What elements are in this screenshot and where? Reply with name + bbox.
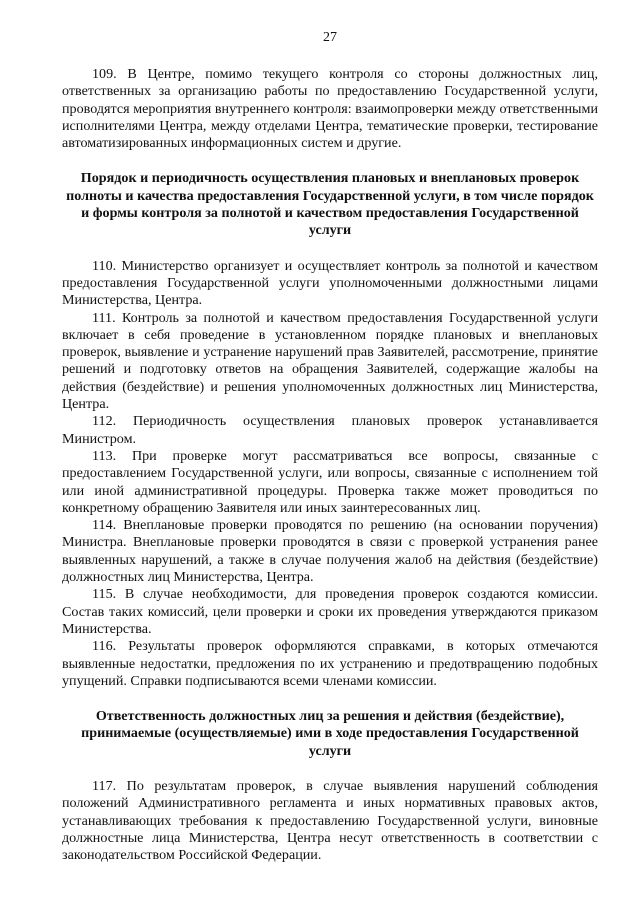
paragraph-113: 113. При проверке могут рассматриваться все вопросы, связанные с предоставлением Государственной услуги, или вопросы, связанные с исполнением той или иной административной процедуры. Проверка также может проводиться по конкретному обращению Заявителя или иных заинтересованных лиц. — [62, 447, 598, 516]
paragraph-117: 117. По результатам проверок, в случае выявления нарушений соблюдения положений Административного регламента и иных нормативных правовых актов, устанавливающих требования к предоставлению Государственной услуги, виновные должностные лица Министерства, Центра несут ответственность в соответствии с законодательством Российской Федерации. — [62, 777, 598, 864]
section-heading-responsibility: Ответственность должностных лиц за решения и действия (бездействие), принимаемые (осуществляемые) ими в ходе предоставления Государственной услуги — [81, 708, 579, 759]
document-page — [62, 30, 598, 864]
paragraph-111: 111. Контроль за полнотой и качеством предоставления Государственной услуги включает в себя проведение в установленном порядке плановых и внеплановых проверок, выявление и устранение нарушений прав Заявителей, рассмотрение, принятие решений и подготовку ответов на обращения Заявителей, содержащие жалобы на действия (бездействие) и решения уполномоченных должностных лиц Министерства, Центра. — [62, 309, 598, 413]
paragraph-116: 116. Результаты проверок оформляются справками, в которых отмечаются выявленные недостатки, предложения по их устранению и предотвращению подобных упущений. Справки подписываются всеми членами комиссии. — [62, 638, 598, 689]
paragraph-110: 110. Министерство организует и осуществляет контроль за полнотой и качеством предоставления Государственной услуги уполномоченными должностными лицами Министерства, Центра. — [62, 257, 598, 309]
paragraph-114: 114. Внеплановые проверки проводятся по решению (на основании поручения) Министра. Внеплановые проверки проводятся в связи с проверкой устранения ранее выявленных нарушений, а также в случае получения жалоб на действия (бездействие) должностных лиц Министерства, Центра. — [62, 517, 598, 586]
paragraph-109: 109. В Центре, помимо текущего контроля со стороны должностных лиц, ответственных за организацию работы по предоставлению Государственной услуги, проводятся мероприятия внутреннего контроля: взаимопроверки между ответственными исполнителями Центра, между отделами Центра, тематические проверки, тестирование автоматизированных информационных систем и другие. — [62, 66, 598, 152]
page-number: 27 — [323, 30, 337, 45]
paragraph-112: 112. Периодичность осуществления плановых проверок устанавливается Министром. — [62, 413, 598, 447]
paragraph-115: 115. В случае необходимости, для проведения проверок создаются комиссии. Состав таких комиссий, цели проверки и сроки их проведения утверждаются приказом Министерства. — [62, 586, 598, 637]
section-heading-control-procedure: Порядок и периодичность осуществления плановых и внеплановых проверок полноты и качества предоставления Государственной услуги, в том числе порядок и формы контроля за полнотой и качеством предоставления Государственной услуги — [66, 170, 594, 239]
